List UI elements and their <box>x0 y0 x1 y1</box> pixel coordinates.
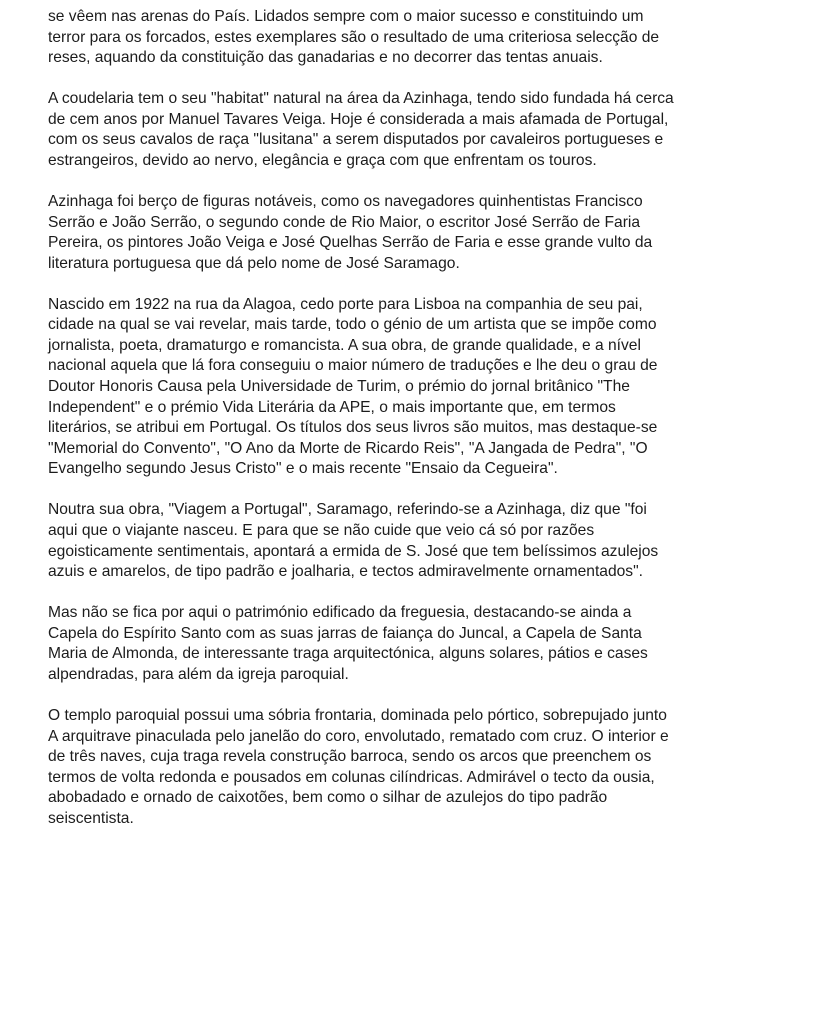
text-line: A coudelaria tem o seu "habitat" natural na área da Azinhaga, tendo sido fundada há cerca <box>48 90 674 108</box>
text-line: estrangeiros, devido ao nervo, elegância e graça com que enfrentam os touros. <box>48 151 597 169</box>
paragraph <box>48 603 788 685</box>
text-line: reses, aquando da constituição das ganadarias e no decorrer das tentas anuais. <box>48 49 603 67</box>
text-line: O templo paroquial possui uma sóbria frontaria, dominada pelo pórtico, sobrepujado junto <box>48 706 667 724</box>
text-line: Independent" e o prémio Vida Literária da APE, o mais importante que, em termos <box>48 398 616 416</box>
text-line: Noutra sua obra, "Viagem a Portugal", Saramago, referindo-se a Azinhaga, diz que "foi <box>48 501 647 519</box>
text-line: Evangelho segundo Jesus Cristo" e o mais recente "Ensaio da Cegueira". <box>48 460 558 478</box>
text-line: "Memorial do Convento", "O Ano da Morte de Ricardo Reis", "A Jangada de Pedra", "O <box>48 439 648 457</box>
paragraph <box>48 7 788 69</box>
text-line: azuis e amarelos, de tipo padrão e joalharia, e tectos admiravelmente ornamentados". <box>48 563 643 581</box>
text-line: Nascido em 1922 na rua da Alagoa, cedo porte para Lisboa na companhia de seu pai, <box>48 295 643 313</box>
text-line: seiscentista. <box>48 809 134 827</box>
text-line: egoisticamente sentimentais, apontará a ermida de S. José que tem belíssimos azulejos <box>48 542 659 560</box>
text-line: Serrão e João Serrão, o segundo conde de Rio Maior, o escritor José Serrão de Faria <box>48 213 641 231</box>
text-line: alpendradas, para além da igreja paroquial. <box>48 665 349 683</box>
text-line: aqui que o viajante nasceu. E para que se não cuide que veio cá só por razões <box>48 522 595 540</box>
text-line: termos de volta redonda e pousados em colunas cilíndricas. Admirável o tecto da ousia, <box>48 768 655 786</box>
text-line: cidade na qual se vai revelar, mais tarde, todo o génio de um artista que se impõe como <box>48 316 657 334</box>
paragraph <box>48 89 788 171</box>
text-line: Azinhaga foi berço de figuras notáveis, como os navegadores quinhentistas Francisco <box>48 192 643 210</box>
text-line: abobadado e ornado de caixotões, bem como o silhar de azulejos do tipo padrão <box>48 789 608 807</box>
text-line: de três naves, cuja traga revela construção barroca, sendo os arcos que preenchem os <box>48 748 652 766</box>
text-line: Mas não se fica por aqui o património edificado da freguesia, destacando-se ainda a <box>48 604 632 622</box>
paragraph <box>48 500 788 582</box>
text-line: Doutor Honoris Causa pela Universidade de Turim, o prémio do jornal britânico "The <box>48 378 630 396</box>
paragraph <box>48 192 788 274</box>
text-line: literatura portuguesa que dá pelo nome de José Saramago. <box>48 254 460 272</box>
text-line: Pereira, os pintores João Veiga e José Quelhas Serrão de Faria e esse grande vulto da <box>48 234 653 252</box>
paragraph <box>48 706 788 830</box>
text-line: jornalista, poeta, dramaturgo e romancista. A sua obra, de grande qualidade, e a nível <box>48 336 641 354</box>
paragraph <box>48 295 788 480</box>
text-line: se vêem nas arenas do País. Lidados sempre com o maior sucesso e constituindo um <box>48 8 644 25</box>
text-line: literários, se atribui em Portugal. Os títulos dos seus livros são muitos, mas destaque-se <box>48 419 658 437</box>
text-line: Capela do Espírito Santo com as suas jarras de faiança do Juncal, a Capela de Santa <box>48 624 642 642</box>
text-line: Maria de Almonda, de interessante traga arquitectónica, alguns solares, pátios e cases <box>48 645 648 663</box>
text-line: terror para os forcados, estes exemplares são o resultado de uma criteriosa selecção de <box>48 28 660 46</box>
document-body <box>48 7 788 850</box>
text-line: com os seus cavalos de raça "lusitana" a serem disputados por cavaleiros portugueses e <box>48 131 664 149</box>
text-line: nacional aquela que lá fora conseguiu o maior número de traduções e lhe deu o grau de <box>48 357 658 375</box>
text-line: A arquitrave pinaculada pelo janelão do coro, envolutado, rematado com cruz. O interior e <box>48 727 669 745</box>
text-line: de cem anos por Manuel Tavares Veiga. Hoje é considerada a mais afamada de Portugal, <box>48 110 669 128</box>
